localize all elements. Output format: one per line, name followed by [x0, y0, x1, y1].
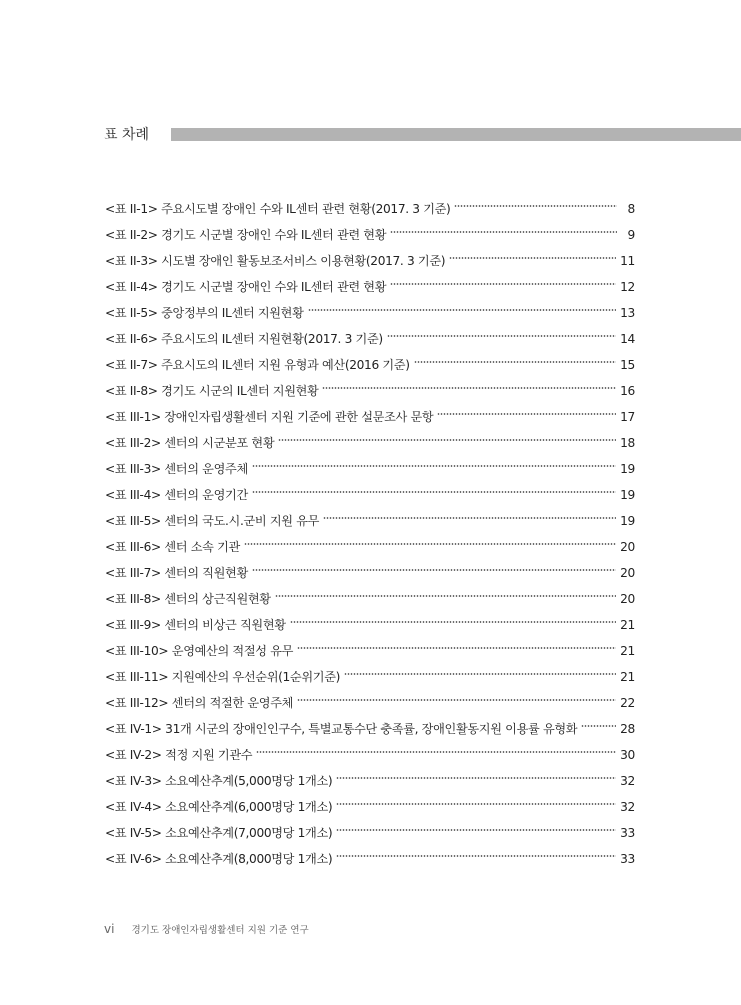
toc-dot-leader: [256, 751, 616, 753]
toc-entry-page-number: 9: [627, 228, 635, 242]
toc-entry[interactable]: [105, 768, 635, 794]
toc-entry-page-number: 19: [620, 462, 635, 476]
toc-dot-leader: [390, 231, 617, 233]
toc-entry-label: <표 III-10> 운영예산의 적절성 유무: [105, 644, 294, 658]
toc-entry-page-number: 19: [620, 514, 635, 528]
toc-entry-label: <표 II-6> 주요시도의 IL센터 지원현황(2017. 3 기준): [105, 332, 383, 346]
toc-dot-leader: [449, 257, 616, 259]
toc-entry-label: <표 III-7> 센터의 직원현황: [105, 566, 248, 580]
toc-entry[interactable]: [105, 482, 635, 508]
toc-entry-page-number: 19: [620, 488, 635, 502]
toc-entry-page-number: 32: [620, 774, 635, 788]
toc-entry-page-number: 8: [627, 202, 635, 216]
toc-entry[interactable]: [105, 586, 635, 612]
toc-entry-label: <표 II-1> 주요시도별 장애인 수와 IL센터 관련 현황(2017. 3 기준): [105, 202, 451, 216]
toc-dot-leader: [437, 413, 616, 415]
toc-entry-page-number: 20: [620, 566, 635, 580]
toc-entry-label: <표 II-2> 경기도 시군별 장애인 수와 IL센터 관련 현황: [105, 228, 387, 242]
toc-entry-label: <표 IV-3> 소요예산추계(5,000명당 1개소): [105, 774, 333, 788]
toc-entry-page-number: 11: [620, 254, 635, 268]
toc-entry-label: <표 II-8> 경기도 시군의 IL센터 지원현황: [105, 384, 319, 398]
toc-dot-leader: [252, 491, 616, 493]
toc-entry-page-number: 21: [620, 670, 635, 684]
toc-entry-page-number: 33: [620, 852, 635, 866]
toc-entry-page-number: 32: [620, 800, 635, 814]
toc-dot-leader: [308, 309, 617, 311]
table-of-contents-list: [105, 196, 635, 872]
toc-entry-page-number: 16: [620, 384, 635, 398]
toc-entry-label: <표 IV-2> 적정 지원 기관수: [105, 748, 253, 762]
toc-entry[interactable]: [105, 638, 635, 664]
toc-entry[interactable]: [105, 664, 635, 690]
toc-entry-page-number: 13: [620, 306, 635, 320]
toc-dot-leader: [344, 673, 616, 675]
toc-entry-page-number: 20: [620, 592, 635, 606]
toc-dot-leader: [387, 335, 616, 337]
toc-dot-leader: [581, 725, 616, 727]
toc-entry-page-number: 22: [620, 696, 635, 710]
toc-entry[interactable]: [105, 508, 635, 534]
toc-entry-label: <표 III-12> 센터의 적절한 운영주체: [105, 696, 294, 710]
toc-entry-label: <표 II-7> 주요시도의 IL센터 지원 유형과 예산(2016 기준): [105, 358, 410, 372]
toc-entry-label: <표 III-6> 센터 소속 기관: [105, 540, 240, 554]
toc-entry-page-number: 21: [620, 644, 635, 658]
toc-entry-label: <표 II-4> 경기도 시군별 장애인 수와 IL센터 관련 현황: [105, 280, 387, 294]
toc-entry-page-number: 28: [620, 722, 635, 736]
toc-entry-label: <표 II-3> 시도별 장애인 활동보조서비스 이용현황(2017. 3 기준): [105, 254, 446, 268]
toc-dot-leader: [244, 543, 616, 545]
toc-dot-leader: [336, 803, 616, 805]
toc-entry[interactable]: [105, 534, 635, 560]
toc-entry-label: <표 III-5> 센터의 국도.시.군비 지원 유무: [105, 514, 320, 528]
toc-entry[interactable]: [105, 378, 635, 404]
header-rule-bar: [171, 128, 741, 141]
toc-entry-label: <표 III-11> 지원예산의 우선순위(1순위기준): [105, 670, 341, 684]
toc-entry-label: <표 III-8> 센터의 상근직원현황: [105, 592, 271, 606]
toc-dot-leader: [252, 465, 616, 467]
toc-dot-leader: [290, 621, 616, 623]
toc-entry-label: <표 IV-5> 소요예산추계(7,000명당 1개소): [105, 826, 333, 840]
toc-dot-leader: [323, 517, 616, 519]
toc-dot-leader: [454, 205, 617, 207]
toc-entry[interactable]: [105, 352, 635, 378]
toc-entry-page-number: 33: [620, 826, 635, 840]
toc-entry[interactable]: [105, 430, 635, 456]
toc-dot-leader: [278, 439, 616, 441]
toc-entry-label: <표 III-1> 장애인자립생활센터 지원 기준에 관한 설문조사 문항: [105, 410, 434, 424]
toc-dot-leader: [275, 595, 616, 597]
toc-entry-label: <표 III-4> 센터의 운영기간: [105, 488, 248, 502]
toc-entry-page-number: 17: [620, 410, 635, 424]
toc-dot-leader: [336, 777, 616, 779]
toc-entry-label: <표 IV-1> 31개 시군의 장애인인구수, 특별교통수단 충족률, 장애인활동지원 이용률 유형화: [105, 722, 578, 736]
toc-dot-leader: [297, 699, 616, 701]
toc-entry[interactable]: [105, 846, 635, 872]
toc-dot-leader: [322, 387, 616, 389]
toc-entry[interactable]: [105, 742, 635, 768]
toc-entry[interactable]: [105, 274, 635, 300]
toc-entry[interactable]: [105, 716, 635, 742]
toc-entry[interactable]: [105, 690, 635, 716]
toc-entry-page-number: 18: [620, 436, 635, 450]
toc-entry[interactable]: [105, 326, 635, 352]
toc-entry-page-number: 20: [620, 540, 635, 554]
toc-entry-label: <표 II-5> 중앙정부의 IL센터 지원현황: [105, 306, 304, 320]
toc-dot-leader: [297, 647, 616, 649]
toc-entry-label: <표 IV-6> 소요예산추계(8,000명당 1개소): [105, 852, 333, 866]
section-header: [104, 124, 741, 146]
toc-entry[interactable]: [105, 612, 635, 638]
toc-entry[interactable]: [105, 794, 635, 820]
page-title: 표 차례: [104, 127, 150, 143]
toc-entry[interactable]: [105, 248, 635, 274]
toc-entry[interactable]: [105, 820, 635, 846]
toc-entry[interactable]: [105, 300, 635, 326]
toc-entry-label: <표 III-2> 센터의 시군분포 현황: [105, 436, 275, 450]
toc-entry-page-number: 12: [620, 280, 635, 294]
toc-entry[interactable]: [105, 196, 635, 222]
toc-entry-label: <표 III-3> 센터의 운영주체: [105, 462, 248, 476]
toc-entry-label: <표 IV-4> 소요예산추계(6,000명당 1개소): [105, 800, 333, 814]
toc-entry[interactable]: [105, 560, 635, 586]
toc-entry-page-number: 14: [620, 332, 635, 346]
toc-entry-label: <표 III-9> 센터의 비상근 직원현황: [105, 618, 286, 632]
toc-dot-leader: [336, 855, 616, 857]
toc-dot-leader: [414, 361, 616, 363]
footer-page-number: vi: [104, 922, 115, 936]
toc-dot-leader: [390, 283, 616, 285]
toc-entry[interactable]: [105, 404, 635, 430]
toc-entry-page-number: 30: [620, 748, 635, 762]
toc-entry[interactable]: [105, 222, 635, 248]
toc-entry-page-number: 15: [620, 358, 635, 372]
toc-entry[interactable]: [105, 456, 635, 482]
footer-running-title: 경기도 장애인자립생활센터 지원 기준 연구: [131, 925, 309, 936]
page-footer: [104, 921, 309, 939]
toc-entry-page-number: 21: [620, 618, 635, 632]
toc-dot-leader: [252, 569, 616, 571]
toc-dot-leader: [336, 829, 616, 831]
